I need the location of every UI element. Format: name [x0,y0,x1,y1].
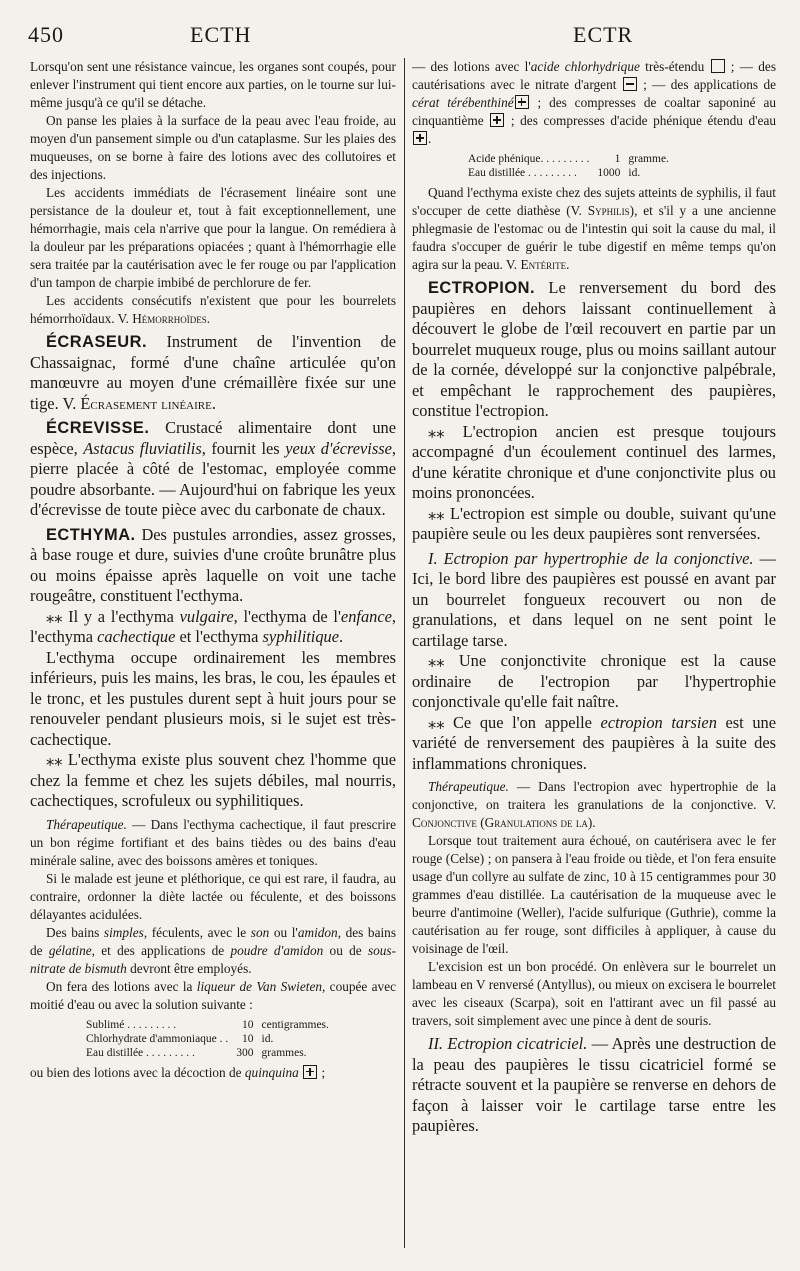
paragraph: ⁎⁎ L'ectropion ancien est presque toujours accompagné d'un écoulement continuel des larmes, d'une kératite chronique et d'une conjonctivite plus ou moins prononcées. [412,421,776,502]
therapeutique-paragraph: Thérapeutique. — Dans l'ecthyma cachectique, il faut prescrire un bon régime fortifiant et des bains tièdes ou des bains d'eau minérale saline, avec des boissons amères et toniques. [30,816,396,868]
cross-reference: Écrasement linéaire. [80,393,216,413]
paragraph: Des bains simples, féculents, avec le son ou l'amidon, des bains de gélatine, et des applications de poudre d'amidon ou de sous-nitrate de bismuth devront être employés. [30,924,396,976]
paragraph: L'ecthyma occupe ordinairement les membres inférieurs, puis les mains, les bras, le cou, les épaules et le tronc, et les pustules durent sept à huit jours pour se renouveler pendant plusieurs mois, si le sujet est très-cachectique. [30,647,396,749]
pharmacy-symbol-icon [515,95,529,109]
table-row: Eau distillée . . . . . . . . . 1000 id. [468,167,641,179]
paragraph: On panse les plaies à la surface de la peau avec l'eau froide, au moyen d'un pansement simple ou d'un cataplasme. Sur les plaies des muqueuses, on se borne à faire des lotions avec des collutoires et des injections. [30,113,396,182]
cross-reference: Syphilis [587,203,630,218]
entry-ecraseur: ÉCRASEUR. Instrument de l'invention de Chassaignac, formé d'une chaîne articulée qu'on manœuvre au moyen d'une crémaillère fixée sur une tige. V. Écrasement linéaire. [30,332,396,413]
running-header [0,22,800,56]
table-row: Acide phénique. . . . . . . . . 1 gramme. [468,153,669,165]
subsection-I: I. Ectropion par hypertrophie de la conjonctive. — Ici, le bord libre des paupières est poussé en avant par un bourrelet fongueux recouvert ou non de granulations, et dans lequel on ne sent point le cartilage tarse. [412,548,776,650]
paragraph: ⁎⁎ L'ectropion est simple ou double, suivant qu'une paupière seule ou les deux paupières sont renversées. [412,503,776,543]
headword: ÉCRASEUR. [46,333,148,351]
table-row: Eau distillée . . . . . . . . . 300 grammes. [86,1046,307,1059]
paragraph: Si le malade est jeune et pléthorique, ce qui est rare, il faudra, au contraire, ordonner la diète lactée ou féculente, et des boissons délayantes acidulées. [30,870,396,922]
entry-ectropion: ECTROPION. Le renversement du bord des paupières en dehors laissant continuellement à découvert le globe de l'œil recouvert en partie par un bourrelet muqueux rouge, plus ou moins saillant autour de la cornée, développé sur la conjonctive palpébrale, et empêchant le rapprochement des paupières, constitue l'ectropion. [412,278,776,420]
paragraph: — des lotions avec l'acide chlorhydrique très-étendu ; — des cautérisations avec le nitrate d'argent ; — des applications de cérat térébenthiné ; des compresses de coaltar saponiné au cinquantième ; des compresses d'acide phénique étendu d'eau . [412,59,776,146]
paragraph: ou bien des lotions avec la décoction de quinquina ; [30,1064,326,1080]
subsection-II: II. Ectropion cicatriciel. — Après une destruction de la peau des paupières le tissu cicatriciel formé se rétracte souvent et la paupière se renverse en dehors de façon à laisser voir le cartilage tarse entre les paupières. [412,1034,776,1135]
column-rule [404,58,405,1248]
page-number: 450 [28,22,64,47]
pharmacy-symbol-icon [413,131,427,145]
paragraph: Les accidents consécutifs n'existent que pour les bourrelets hémorrhoïdaux. V. Hémorrhoïdes. [30,293,396,326]
cross-reference: Hémorrhoïdes. [132,311,211,326]
headword: ECTHYMA. [46,525,136,544]
pharmacy-symbol-icon [490,113,504,127]
therapeutique-paragraph: Thérapeutique. — Dans l'ectropion avec hypertrophie de la conjonctive, on traitera les granulations de la conjonctive. V. Conjonctive (Granulations de la). [412,779,776,830]
right-running-title: ECTR [573,22,634,47]
table-row: Sublimé . . . . . . . . . 10 centigrammes. [86,1018,329,1031]
table-row: Chlorhydrate d'ammoniaque . . 10 id. [86,1032,274,1045]
pharmacy-symbol-icon [711,59,725,73]
entry-ecthyma: ECTHYMA. Des pustules arrondies, assez grosses, à base rouge et dure, suivies d'une croûte brunâtre plus ou moins épaisse après laquelle on voit une tache rougeâtre, constituent l'ecthyma. [30,524,396,605]
cross-reference: Entérite [520,257,567,272]
prescription-table [82,1018,333,1060]
prescription-table [464,152,673,180]
left-running-title: ECTH [190,22,252,47]
paragraph: L'excision est un bon procédé. On enlèvera sur le bourrelet un lambeau en V renversé (Antyllus), ou mieux on excisera le bourrelet avec les ciseaux (Scarpa), soit en l'attirant avec un fil passé au travers, soit simplement avec une pince à dent de souris. [412,959,776,1028]
cross-reference: Conjonctive (Granulations de la). [412,815,596,830]
paragraph: Les accidents immédiats de l'écrasement linéaire sont une persistance de la douleur et, tout à fait exceptionnellement, une hémorrhagie, mais cela n'arrive que pour la langue. On remédiera à la douleur par les préparations opiacées ; quant à l'hémorrhagie elle sera traitée par la cautérisation avec le fer rouge ou par l'application d'un tampon de charpie imbibé de perchlorure de fer. [30,185,396,290]
headword: ECTROPION. [428,279,535,297]
right-column [412,58,776,1263]
pharmacy-symbol-icon [303,1065,317,1079]
paragraph: On fera des lotions avec la liqueur de Van Swieten, coupée avec moitié d'eau ou avec la solution suivante : [30,978,396,1012]
paragraph: ⁎⁎ L'ecthyma existe plus souvent chez l'homme que chez la femme et chez les sujets débiles, mal nourris, cachectiques, scrofuleux ou syphilitiques. [30,750,396,810]
headword: ÉCREVISSE. [46,419,150,437]
paragraph: ⁎⁎ Il y a l'ecthyma vulgaire, l'ecthyma de l'enfance, l'ecthyma cachectique et l'ecthyma syphilitique. [30,606,396,646]
paragraph: ⁎⁎ Une conjonctivite chronique est la cause ordinaire de l'ectropion par l'hypertrophie conjonctivale qu'elle fait naître. [412,651,776,711]
paragraph: Lorsqu'on sent une résistance vaincue, les organes sont coupés, pour enlever l'instrument qui tient encore aux parties, on le tourne sur lui-même jusqu'à ce qu'il se détache. [30,59,396,110]
left-column [30,58,396,1263]
entry-ecrevisse: ÉCREVISSE. Crustacé alimentaire dont une espèce, Astacus fluviatilis, fournit les yeux d'écrevisse, pierre placée à côté de l'estomac, employée comme poudre absorbante. — Aujourd'hui on fabrique les yeux d'écrevisse de toute pièce avec du carbonate de chaux. [30,418,396,519]
paragraph: Lorsque tout traitement aura échoué, on cautérisera avec le fer rouge (Celse) ; on pansera à l'eau froide ou tiède, et l'on fera ensuite usage d'un collyre au sulfate de zinc, 10 à 15 centigrammes pour 30 grammes d'eau distillée. La cautérisation de la muqueuse avec le beurre d'antimoine (Weller), l'acide sulfurique (Guthrie), comme la cautérisation au fer rouge, sont difficiles à appliquer, à cause du voisinage de l'œil. [412,833,776,956]
paragraph: ⁎⁎ Ce que l'on appelle ectropion tarsien est une variété de renversement des paupières à la suite des inflammations chroniques. [412,712,776,773]
pharmacy-symbol-icon [623,77,637,91]
paragraph: Quand l'ecthyma existe chez des sujets atteints de syphilis, il faut s'occuper de cette diathèse (V. Syphilis), et s'il y a une ancienne phlegmasie de l'estomac ou de l'intestin qui soit la cause du mal, il faudra s'occuper de guérir le tube digestif en même temps qu'on agira sur la peau. V. Entérite. [412,185,776,272]
